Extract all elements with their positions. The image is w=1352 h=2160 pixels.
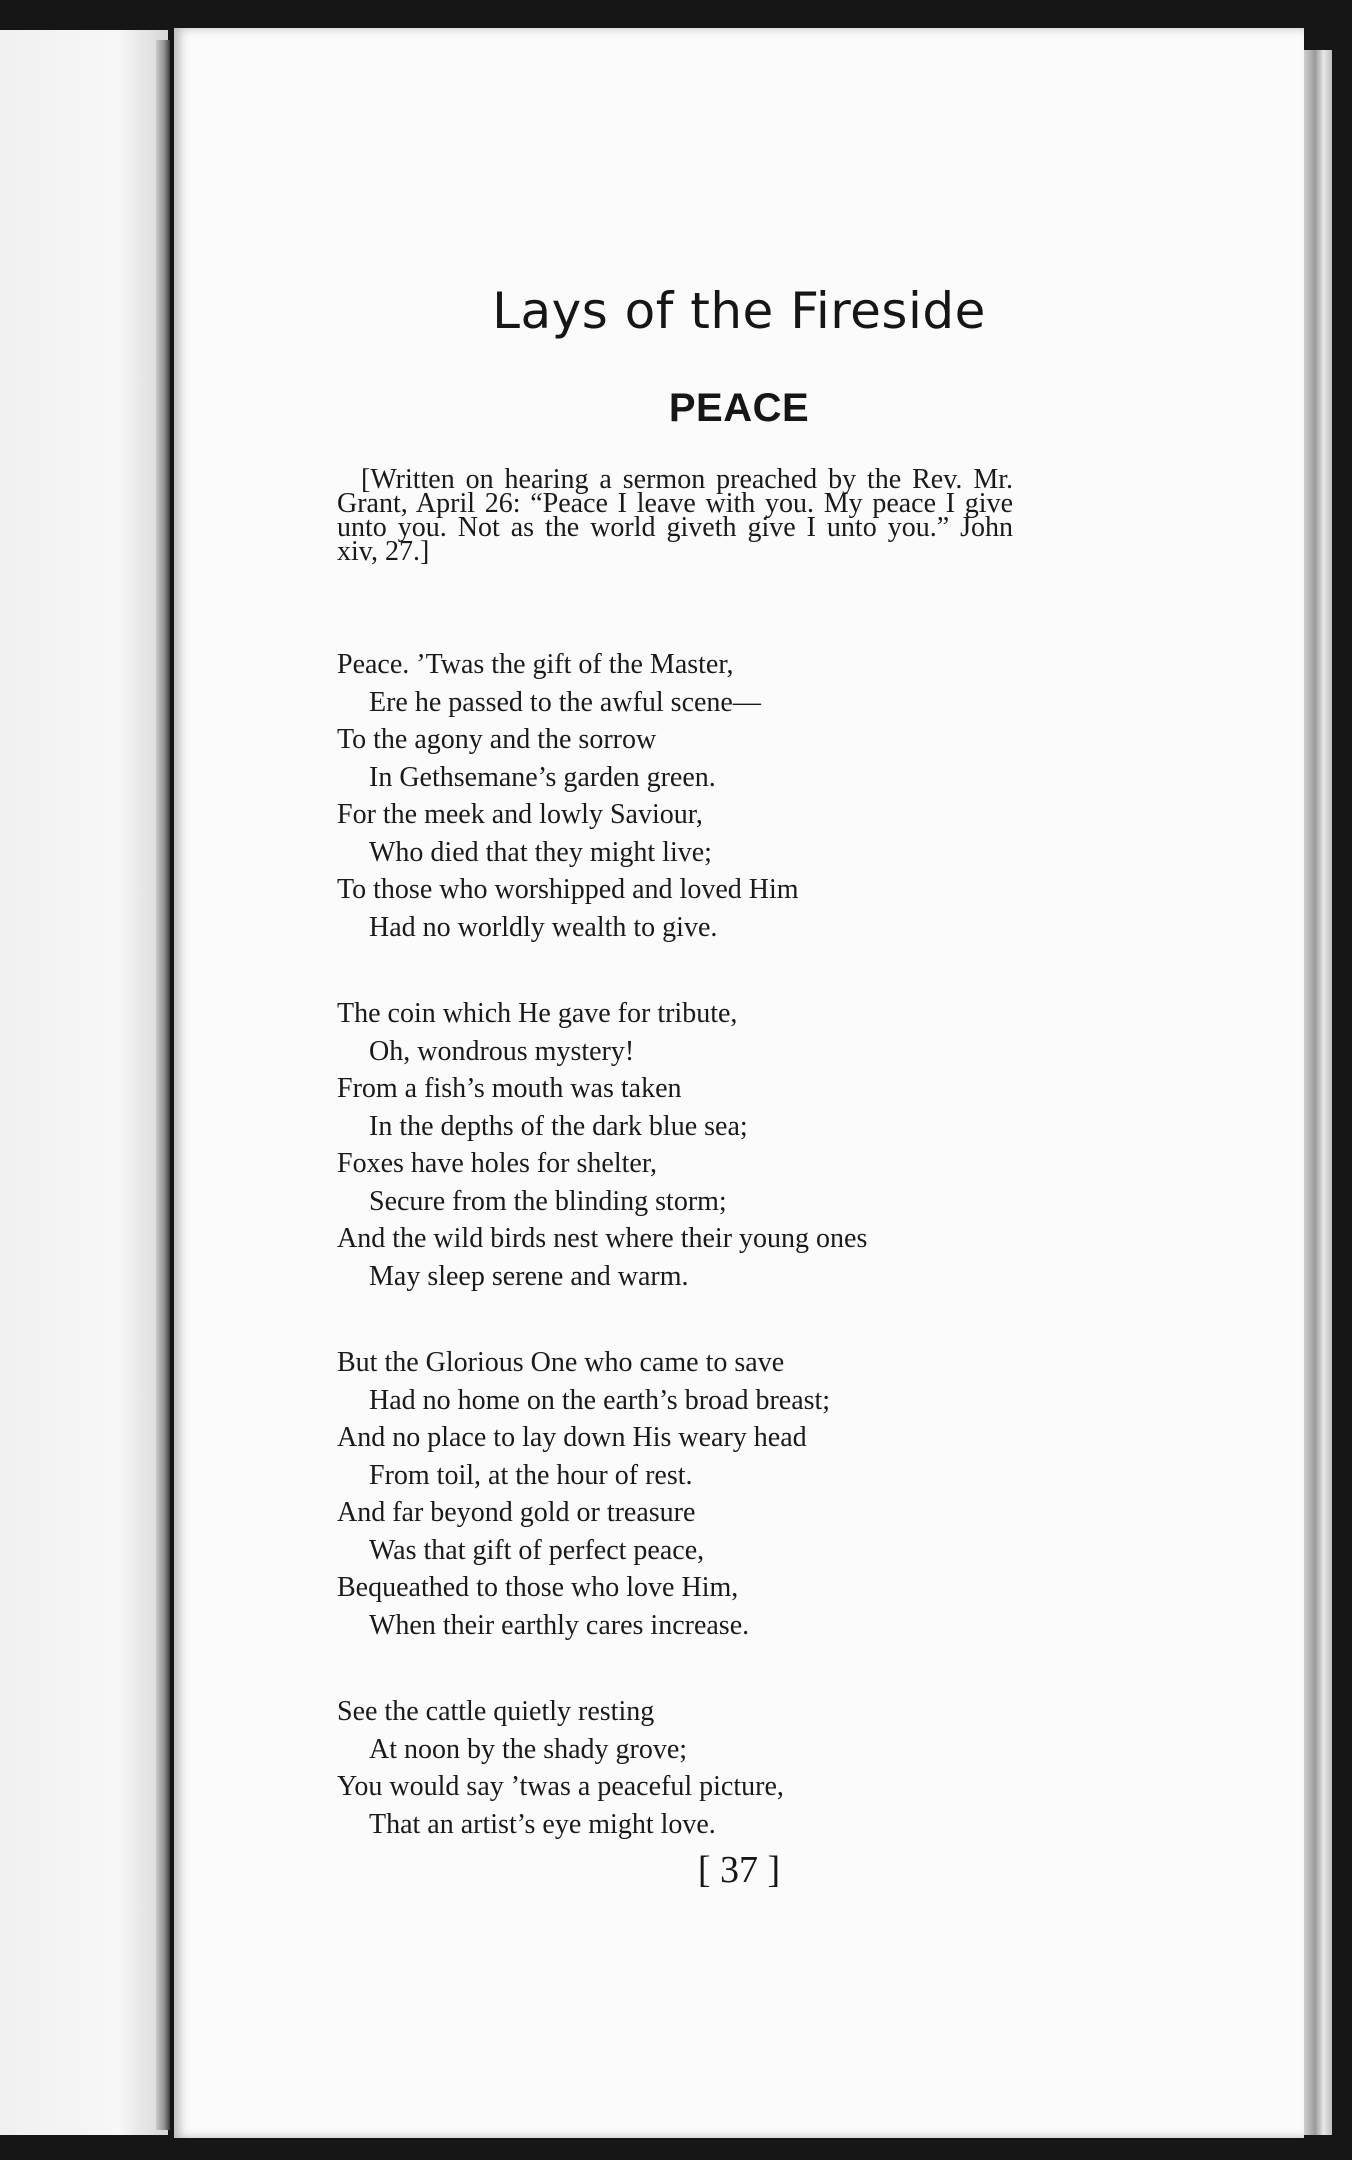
verse-line: When their earthly cares increase. <box>369 1609 750 1641</box>
page-number: [ 37 ] <box>697 1849 781 1891</box>
verse-line: At noon by the shady grove; <box>369 1733 688 1765</box>
stanza <box>337 1693 1057 1843</box>
verse-line: Secure from the blinding storm; <box>369 1185 727 1217</box>
verse-line: To the agony and the sorrow <box>337 724 657 755</box>
stanza <box>337 646 1057 946</box>
verse-line: In the depths of the dark blue sea; <box>369 1110 748 1142</box>
verse-line: From toil, at the hour of rest. <box>369 1459 693 1491</box>
verse-line: May sleep serene and warm. <box>369 1260 689 1292</box>
verse-line: In Gethsemane’s garden green. <box>369 761 716 793</box>
running-head: Lays of the Fireside <box>492 282 986 340</box>
epigraph: [Written on hearing a sermon preached by the Rev. Mr. Grant, April 26: “Peace I leave with you. My peace I give unto you. Not as the world giveth give I unto you.” John xiv, 27.] <box>337 464 1013 567</box>
verse-line: Who died that they might live; <box>369 836 712 868</box>
poem-title: PEACE <box>668 386 810 430</box>
verse-line: Peace. ’Twas the gift of the Master, <box>337 649 734 680</box>
page-fore-edge <box>1304 50 1332 2135</box>
verse-line: And no place to lay down His weary head <box>337 1422 807 1453</box>
facing-page-sliver <box>0 30 168 2135</box>
verse-line: For the meek and lowly Saviour, <box>337 799 703 830</box>
verse-line: Ere he passed to the awful scene— <box>369 686 761 718</box>
poem-body <box>337 646 1057 1892</box>
verse-line: Had no worldly wealth to give. <box>369 911 718 943</box>
verse-line: Oh, wondrous mystery! <box>369 1035 635 1067</box>
stanza <box>337 1344 1057 1644</box>
verse-line: From a fish’s mouth was taken <box>337 1073 682 1104</box>
verse-line: That an artist’s eye might love. <box>369 1808 716 1840</box>
verse-line: And the wild birds nest where their young ones <box>337 1223 868 1254</box>
verse-line: Foxes have holes for shelter, <box>337 1148 658 1179</box>
verse-line: To those who worshipped and loved Him <box>337 874 799 905</box>
verse-line: The coin which He gave for tribute, <box>337 998 738 1029</box>
verse-line: But the Glorious One who came to save <box>337 1347 785 1378</box>
verse-line: Was that gift of perfect peace, <box>369 1534 705 1566</box>
verse-line: See the cattle quietly resting <box>337 1696 655 1727</box>
stanza <box>337 995 1057 1295</box>
verse-line: And far beyond gold or treasure <box>337 1497 696 1528</box>
verse-line: Bequeathed to those who love Him, <box>337 1572 739 1603</box>
verse-line: You would say ’twas a peaceful picture, <box>337 1771 784 1802</box>
gutter-shadow <box>156 40 170 2130</box>
verse-line: Had no home on the earth’s broad breast; <box>369 1384 831 1416</box>
